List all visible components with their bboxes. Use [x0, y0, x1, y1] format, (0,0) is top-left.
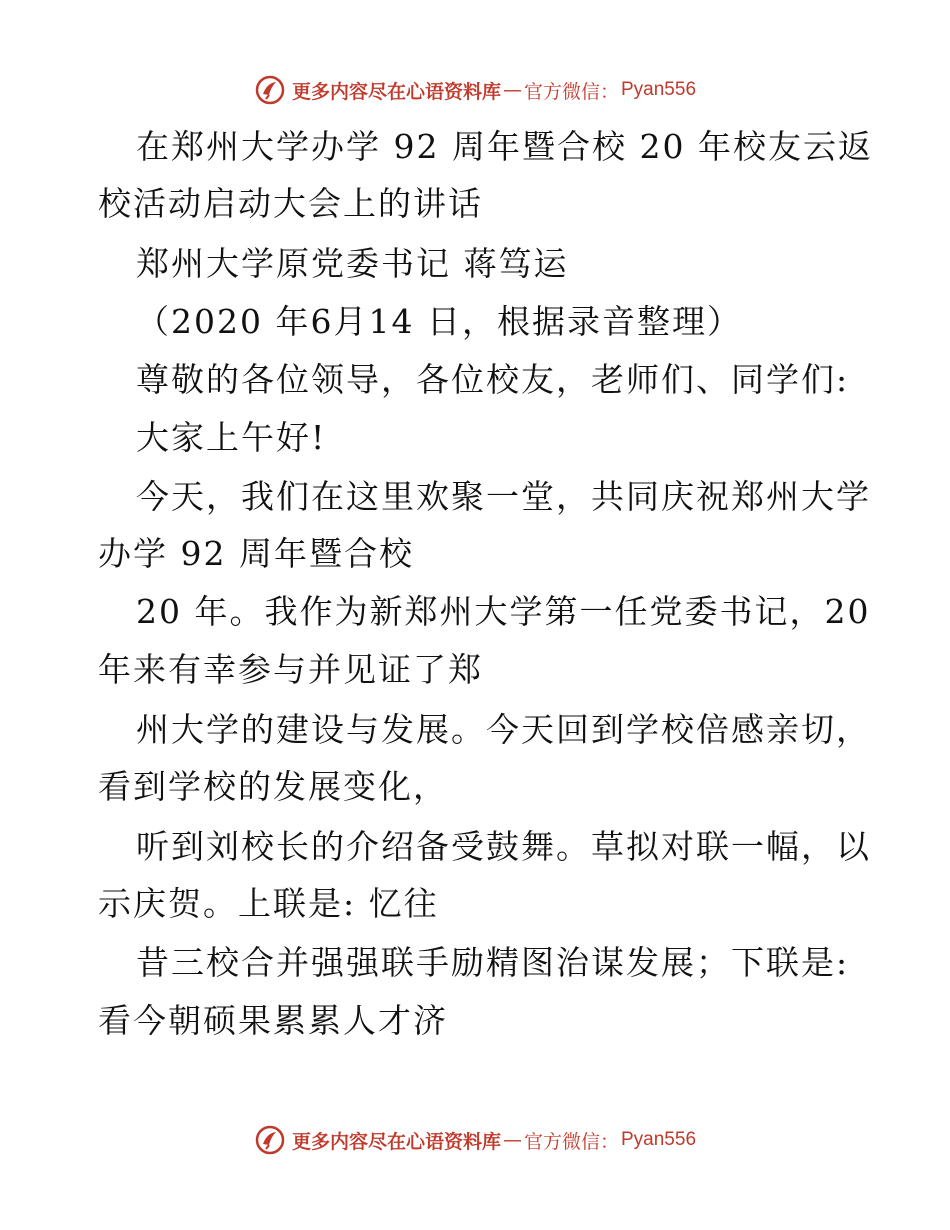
date-line: （2020 年6月14 日，根据录音整理） [136, 302, 742, 341]
paragraph-line: 州大学的建设与发展。今天回到学校倍感亲切， [136, 710, 871, 749]
watermark-text: 更多内容尽在心语资料库 [291, 80, 501, 103]
watermark-text: 更多内容尽在心语资料库 [291, 1130, 501, 1153]
paragraph-line: 今天，我们在这里欢聚一堂，共同庆祝郑州大学 [136, 477, 871, 516]
red-seal-logo-icon [254, 1124, 286, 1156]
paragraph-line: 示庆贺。上联是: 忆往 [98, 884, 439, 923]
header-watermark [0, 72, 950, 108]
title-line-1: 在郑州大学办学 92 周年暨合校 20 年校友云返 [136, 127, 873, 166]
paragraph-line: 昔三校合并强强联手励精图治谋发展；下联是: [136, 943, 850, 982]
red-seal-logo-icon [254, 74, 286, 106]
greeting-line: 大家上午好! [136, 418, 327, 457]
watermark-separator: — [502, 1129, 522, 1151]
paragraph-line: 看到学校的发展变化， [98, 767, 448, 806]
watermark-wechat-id: Pyan556 [621, 79, 697, 100]
author-line: 郑州大学原党委书记 蒋笃运 [136, 244, 569, 283]
watermark-wechat-id: Pyan556 [621, 1129, 697, 1150]
salutation-line: 尊敬的各位领导，各位校友，老师们、同学们: [136, 360, 850, 399]
paragraph-line: 年来有幸参与并见证了郑 [98, 650, 483, 689]
watermark-wechat-label: 官方微信： [523, 80, 619, 103]
paragraph-line: 看今朝硕果累累人才济 [98, 1001, 448, 1040]
paragraph-line: 听到刘校长的介绍备受鼓舞。草拟对联一幅，以 [136, 827, 871, 866]
footer-watermark [0, 1122, 950, 1158]
paragraph-line: 20 年。我作为新郑州大学第一任党委书记，20 [136, 592, 871, 631]
watermark-separator: — [502, 79, 522, 101]
paragraph-line: 办学 92 周年暨合校 [98, 534, 414, 573]
watermark-wechat-label: 官方微信： [523, 1130, 619, 1153]
title-line-2: 校活动启动大会上的讲话 [98, 184, 483, 223]
